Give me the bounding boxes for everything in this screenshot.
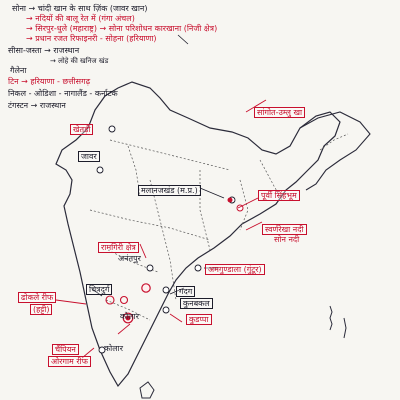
island-group-1	[330, 306, 332, 330]
label-malanjkhand: मलानजखंड (म.प्र.)	[138, 185, 201, 196]
label-kolar: कोलार	[120, 312, 139, 321]
label-hatti: (हट्टी)	[30, 304, 52, 315]
label-jawar: जावर	[78, 151, 100, 162]
leader-line-top	[178, 35, 188, 44]
note-line-10: टंगस्टन → राजस्थान	[8, 101, 66, 110]
label-son-river: सोन नदी	[274, 235, 300, 244]
note-line-2: → नदियों की बालू रेत में (गंगा अंचल)	[26, 14, 135, 23]
label-kudappa: कुडप्पा	[186, 314, 212, 325]
state-line-2	[90, 210, 210, 240]
sri-lanka	[140, 382, 154, 398]
site-marker-anantpur	[147, 265, 153, 271]
label-chitradurga: चित्रदुर्ग	[86, 284, 112, 295]
label-khetri: खेतड़ी	[70, 124, 93, 135]
site-marker-chitradurga	[106, 296, 114, 304]
note-line-7: गैलेना	[10, 66, 27, 75]
site-marker-kudappa	[163, 307, 169, 313]
label-oregam-reef: ओरगाम रीफ	[48, 356, 91, 367]
site-marker-ramgiri	[142, 284, 150, 292]
island-group-2	[344, 318, 346, 338]
label-anantpur: अनंतपुर	[118, 254, 141, 263]
label-champion: चैंपियन	[52, 344, 79, 355]
leader-line-east-singhbhum	[238, 198, 258, 208]
note-line-4: → प्रधान रजत रिफाइनरी - सोहना (हरियाणा)	[26, 34, 157, 43]
note-line-9: निकल - ओडिशा - नागालैंड - कर्नाटक	[8, 89, 118, 98]
label-kunhkal: कुनबकल	[180, 298, 213, 309]
note-line-3: → सिरपुर-धुले (महाराष्ट्र) → सोना परिशोधन कारखाना (निजी क्षेत्र)	[26, 24, 218, 33]
label-ramgiri: रामगिरी क्षेत्र	[98, 242, 139, 253]
leader-line-kudappa	[170, 314, 182, 322]
site-marker-khetri	[109, 126, 115, 132]
note-line-8: टिन → हरियाणा - छत्तीसगढ़	[8, 77, 91, 86]
state-line-4	[200, 170, 210, 250]
label-kolar-south: कोलार	[104, 344, 123, 353]
note-line-5: सीसा-जस्ता → राजस्थान	[8, 46, 80, 55]
site-marker-singhbhum	[228, 198, 233, 203]
label-purvi-singhbhum: पूर्वी सिंहभूम	[258, 190, 300, 201]
label-singhbhum-top: सांगोत-उम्लु खा	[254, 107, 305, 118]
note-line-6: → लोहे की खनिज खंड	[50, 57, 109, 65]
leader-line-kolar	[118, 324, 130, 334]
state-line-3	[150, 180, 176, 300]
state-line-1	[110, 140, 230, 170]
label-swarnrekha: स्वर्णरेखा नदी	[262, 224, 307, 235]
northeast-border	[300, 112, 370, 190]
leader-line-malanjkhand	[200, 188, 224, 198]
leader-line-dhokle	[56, 300, 86, 304]
site-marker-guntur	[195, 265, 201, 271]
label-gadag: गदग	[176, 286, 195, 297]
site-marker-gadag	[163, 287, 169, 293]
label-dhokle-reef: ढोकले रीफ	[18, 292, 56, 303]
site-marker-jawar	[97, 167, 103, 173]
label-amgundala: अमगुण्डाला (गुंटूर)	[205, 264, 265, 275]
site-marker-hutti	[121, 297, 128, 304]
leader-line-swarnrekha	[246, 222, 262, 230]
note-line-1: सोना → चांदी खान के साथ ज़िंक (जावर खान)	[12, 4, 148, 13]
